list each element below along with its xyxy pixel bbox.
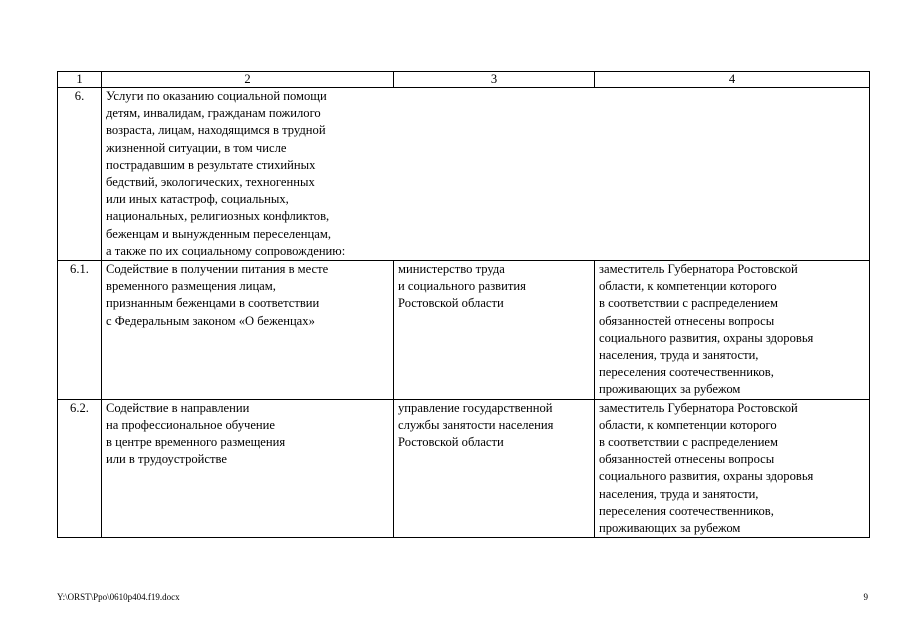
- section-title: Услуги по оказанию социальной помощи детям, инвалидам, гражданам пожилого возраста, лицам, находящимся в трудной жизненной ситуации, в том числе пострадавшим в результате стихийных бедствий, экологических, техногенных или иных катастроф, социальных, национальных, религиозных конфликтов, беженцам и вынужденным переселенцам, а также по их социальному сопровождению:: [102, 88, 870, 261]
- official-cell: заместитель Губернатора Ростовской области, к компетенции которого в соответствии с распределением обязанностей отнесены вопросы социального развития, охраны здоровья населения, труда и занятости, переселения соотечественников, проживающих за рубежом: [595, 399, 870, 538]
- service-cell: Содействие в получении питания в месте временного размещения лицам, признанным беженцами в соответствии с Федеральным законом «О беженцах»: [102, 261, 394, 400]
- column-header-2: 2: [102, 72, 394, 88]
- column-header-4: 4: [595, 72, 870, 88]
- column-header-3: 3: [394, 72, 595, 88]
- authority-cell: министерство труда и социального развития Ростовской области: [394, 261, 595, 400]
- row-number: 6.2.: [58, 399, 102, 538]
- row-number: 6.1.: [58, 261, 102, 400]
- column-header-1: 1: [58, 72, 102, 88]
- page-number: 9: [863, 592, 868, 602]
- table-row: [58, 399, 870, 538]
- official-cell: заместитель Губернатора Ростовской области, к компетенции которого в соответствии с распределением обязанностей отнесены вопросы социального развития, охраны здоровья населения, труда и занятости, переселения соотечественников, проживающих за рубежом: [595, 261, 870, 400]
- row-number: 6.: [58, 88, 102, 261]
- service-cell: Содействие в направлении на профессиональное обучение в центре временного размещения или в трудоустройстве: [102, 399, 394, 538]
- footer-file-path: Y:\ORST\Ppo\0610p404.f19.docx: [57, 592, 180, 602]
- authority-cell: управление государственной службы занятости населения Ростовской области: [394, 399, 595, 538]
- services-table: [57, 71, 870, 538]
- table-row: [58, 261, 870, 400]
- table-header-row: [58, 72, 870, 88]
- table-row: [58, 88, 870, 261]
